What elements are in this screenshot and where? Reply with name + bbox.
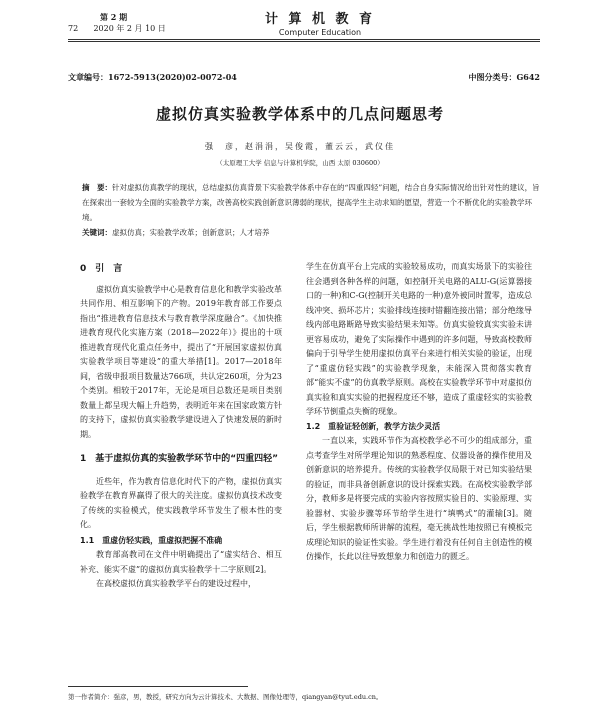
subsection-1-1-paragraph-1: 教育部高教司在文件中明确提出了“虚实结合、相互补充、能实不虚”的虚拟仿真实验教学十二字原则[2]。 (80, 550, 282, 574)
author-footnote: 第一作者简介：强彦，男，教授，研究方向为云计算技术、大数据、图像处理等，qiangyan@tyut.edu.cn。 (68, 693, 383, 701)
paper-title: 虚拟仿真实验教学体系中的几点问题思考 (155, 105, 444, 123)
affiliation: （太原理工大学 信息与计算机学院，山西 太原 030600） (216, 159, 384, 167)
header-rule-2 (68, 41, 540, 42)
classification-number: 中图分类号：G642 (468, 72, 540, 82)
article-number: 文章编号：1672-5913(2020)02-0072-04 (68, 72, 237, 82)
left-column (80, 262, 282, 592)
subsection-1-1-heading: 1.1 重虚仿轻实践，重虚拟把握不准确 (80, 535, 223, 545)
keywords (82, 225, 540, 240)
abstract-label: 摘 要： (82, 183, 112, 192)
section-1-paragraph: 近些年，作为教育信息化时代下的产物，虚拟仿真实验教学在教育界赢得了很大的关注度。虚拟仿真技术改变了传统的实验模式，使实践教学环节发生了根本性的变化。 (80, 476, 282, 529)
header-rule (68, 39, 540, 40)
page-number: 72 (68, 24, 79, 33)
abstract-text: 针对虚拟仿真教学的现状，总结虚拟仿真背景下实验教学体系中存在的“四重四轻”问题，结合自身实际情况给出针对性的建议，旨在探索出一套较为全面的实验教学方案，改善高校实践创新意识薄弱的现状，提高学生主动求知的愿望，营造一个不断优化的实验教学环境。 (82, 183, 540, 222)
journal-name-cn: 计 算 机 教 育 (264, 12, 376, 27)
page-and-date (68, 23, 166, 34)
footnote-rule (68, 686, 248, 687)
issue-number: 第 2 期 (100, 12, 128, 22)
issue-date: 2020 年 2 月 10 日 (93, 24, 166, 33)
subsection-1-2-heading: 1.2 重验证轻创新，教学方法少灵活 (306, 421, 441, 431)
subsection-1-1-paragraph-2: 在高校虚拟仿真实验教学平台的建设过程中， (96, 579, 256, 588)
abstract (82, 180, 540, 225)
section-1-heading: 1 基于虚拟仿真的实验教学环节中的“四重四轻” (80, 454, 279, 464)
keywords-label: 关键词： (82, 228, 112, 237)
subsection-1-2-paragraph: 一直以来，实践环节作为高校教学必不可少的组成部分，重点考查学生对所学理论知识的熟悉程度、仪器设备的操作使用及创新意识的培养提升。传统的实验教学仅局限于对已知实验结果的验证，而非具备创新意识的设计探索实践。在高校实验教学部分，教师多是将要完成的实验内容按照实验目的、实验原理、实验器材、实验步骤等环节给学生进行“填鸭式”的灌输[3]。随后，学生根据教师所讲解的流程，毫无挑战性地按照已有模板完成理论知识的验证性实验。学生进行着没有任何自主创造性的模仿操作，长此以往导致想象力和创造力的匮乏。 (306, 436, 532, 561)
running-header-left (68, 12, 166, 34)
section-0-paragraph: 虚拟仿真实验教学中心是教育信息化和教学实验改革共同作用、相互影响下的产物。2019年教育部工作要点指出“推进教育信息技术与教育教学深度融合”。《加快推进教育现代化实施方案（2018—2022年）》提出的十项推进教育现代化重点任务中，提出了“开展国家虚拟仿真实验教学项目等建设”的重大举措[1]。2017—2018年间，省级申报项目数量达766项，共认定260项，分为23个类别。相较于2017年，无论是项目总数还是项目类别数量上都呈现大幅上升趋势，表明近年来在国家政策方针的支持下，虚拟仿真实验教学建设进入了快速发展的新时期。 (80, 284, 282, 439)
right-column (306, 260, 532, 565)
section-0-heading: 0 引 言 (80, 264, 123, 274)
abstract-block (82, 180, 540, 240)
keywords-text: 虚拟仿真；实验教学改革；创新意识；人才培养 (112, 228, 270, 237)
journal-name-en: Computer Education (278, 28, 362, 37)
journal-name (255, 8, 385, 37)
author-list: 强 彦，赵涓涓，吴俊霞，董云云，武仪佳 (205, 142, 395, 151)
right-paragraph-1: 学生在仿真平台上完成的实验较易成功，而真实场景下的实验往往会遇到各种各样的问题，如控制开关电路的ALU-G(运算器接口的一种)和C-G(控制开关电路的一种)意外被同时置零，造成总线冲突、损坏芯片；实验排线连接时错翻连接出错；部分绝缘导线内部电路断路导致实验结果未知等。仿真实验较真实实验未讲更容易成功，避免了实际操作中遇到的许多问题，导致高校教师偏向于引导学生使用虚拟仿真平台来进行相关实验的验证，出现了“重虚仿轻实践”的实验教学现象，未能深入贯彻落实教育部“能实不虚”的仿真教学原则。高校在实验教学环节中对虚拟仿真实验和真实实验的把握程度还不够，造成了重虚轻实的实验教学环节倒重点失衡的现象。 (306, 262, 532, 416)
